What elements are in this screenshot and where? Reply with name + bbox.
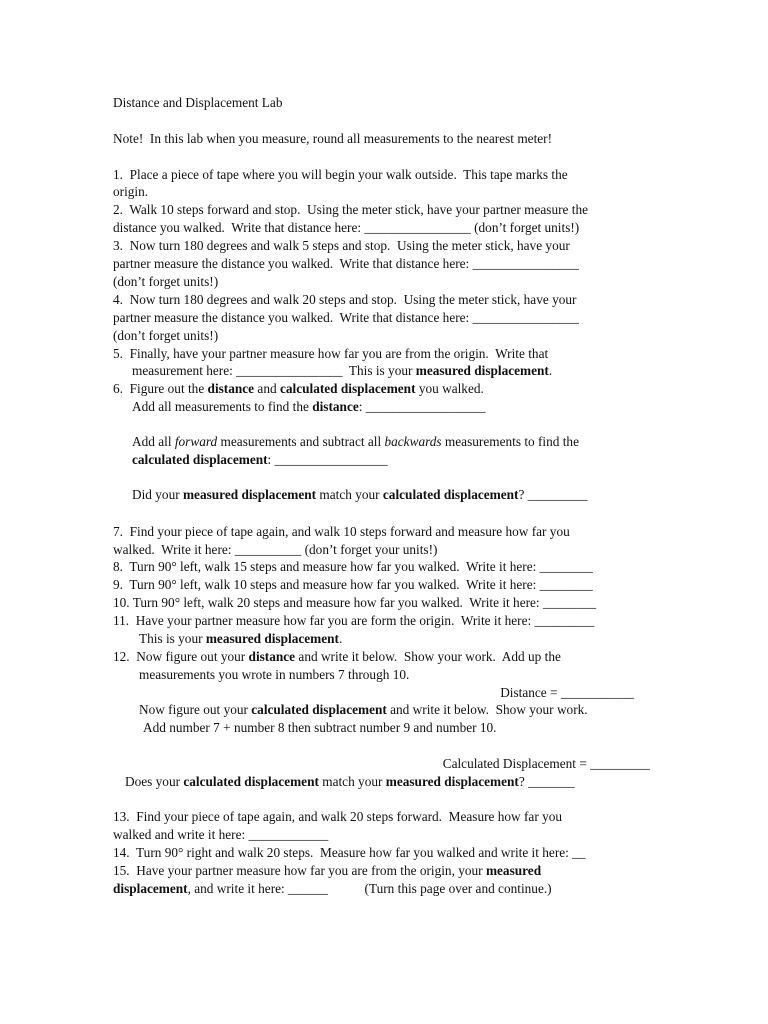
step-5-line-1: 5. Finally, have your partner measure how far you are from the origin. Write that: [113, 346, 549, 361]
measured-displacement-term: measured displacement: [415, 363, 549, 378]
step-13-line-1: 13. Find your piece of tape again, and walk 20 steps forward. Measure how far you: [113, 809, 563, 824]
step-6-text: Did your: [132, 487, 183, 502]
calculated-displacement-term: calculated displacement: [132, 452, 268, 467]
step-10: 10. Turn 90° left, walk 20 steps and measure how far you walked. Write it here: ________: [113, 595, 597, 610]
distance-result-line: Distance = ___________: [500, 685, 634, 700]
step-6-text: you walked.: [415, 381, 484, 396]
measured-displacement-term: measured displacement: [182, 487, 317, 502]
step-11-line-2: [139, 630, 342, 648]
calculated-displacement-blank: : _________________: [267, 452, 388, 467]
period: .: [548, 363, 553, 378]
step-6-text: Add all measurements to find the: [132, 399, 313, 414]
step-6-line-1: [113, 380, 484, 398]
step-12-text: match your: [318, 774, 386, 789]
step-5-line-2: [132, 362, 552, 380]
measured-displacement-term: measured displacement: [205, 631, 339, 646]
calculated-displacement-term: calculated displacement: [382, 487, 519, 502]
distance-term: distance: [312, 399, 359, 414]
step-12-text: and write it below. Show your work. Add up the: [295, 649, 561, 664]
step-12-text: Now figure out your: [139, 702, 252, 717]
step-12-line-1: [113, 648, 561, 666]
step-12-text: and write it below. Show your work.: [386, 702, 588, 717]
step-4-line-3: (don’t forget units!): [113, 328, 219, 343]
step-12-text: Does your: [125, 774, 184, 789]
rounding-note: Note! In this lab when you measure, round all measurements to the nearest meter!: [113, 131, 553, 146]
step-15-line-1: [113, 862, 541, 880]
step-3-line-3: (don’t forget units!): [113, 274, 219, 289]
step-6-text: and: [254, 381, 280, 396]
step-3-line-1: 3. Now turn 180 degrees and walk 5 steps and stop. Using the meter stick, have your: [113, 238, 570, 253]
backwards-term: backwards: [384, 434, 442, 449]
distance-term: distance: [248, 649, 296, 664]
measured-displacement-term: measured displacement: [385, 774, 519, 789]
step-11-line-1: 11. Have your partner measure how far you are form the origin. Write it here: _________: [113, 613, 595, 628]
step-15-line-2: [113, 880, 552, 898]
measured-term: measured: [485, 863, 542, 878]
step-6-text: 6. Figure out the: [113, 381, 208, 396]
step-15-text: 15. Have your partner measure how far you are from the origin, your: [113, 863, 486, 878]
step-6-calculated-line: [132, 451, 388, 469]
step-4-line-2: partner measure the distance you walked. Write that distance here: ________________: [113, 310, 579, 325]
distance-blank: : __________________: [358, 399, 486, 414]
step-2-line-2: distance you walked. Write that distance here: ________________ (don’t forget units!): [113, 220, 580, 235]
forward-term: forward: [174, 434, 218, 449]
step-6-text: Add all: [132, 434, 175, 449]
step-2-line-1: 2. Walk 10 steps forward and stop. Using the meter stick, have your partner measure the: [113, 202, 589, 217]
step-6-forward-backward-line: [132, 433, 579, 451]
step-6-text: match your: [316, 487, 383, 502]
step-8: 8. Turn 90° left, walk 15 steps and measure how far you walked. Write it here: ________: [113, 559, 593, 574]
calculated-displacement-term: calculated displacement: [183, 774, 319, 789]
match-answer-blank: ? _________: [518, 487, 588, 502]
step-12-line-2: measurements you wrote in numbers 7 through 10.: [139, 667, 410, 682]
step-14: 14. Turn 90° right and walk 20 steps. Measure how far you walked and write it here: __: [113, 845, 586, 860]
match-answer-blank: ? _______: [518, 774, 575, 789]
calculated-displacement-term: calculated displacement: [251, 702, 387, 717]
step-6-text: measurements to find the: [441, 434, 579, 449]
step-3-line-2: partner measure the distance you walked. Write that distance here: ________________: [113, 256, 579, 271]
calculated-displacement-term: calculated displacement: [279, 381, 416, 396]
step-4-line-1: 4. Now turn 180 degrees and walk 20 steps and stop. Using the meter stick, have your: [113, 292, 577, 307]
step-6-match-question: [132, 486, 588, 504]
step-12-text: 12. Now figure out your: [113, 649, 249, 664]
step-9: 9. Turn 90° left, walk 10 steps and measure how far you walked. Write it here: ________: [113, 577, 593, 592]
calculated-displacement-result-line: Calculated Displacement = _________: [442, 756, 650, 771]
step-13-line-2: walked and write it here: ____________: [113, 827, 329, 842]
step-12-calculated-line: [139, 701, 588, 719]
step-6-text: measurements and subtract all: [217, 434, 385, 449]
step-11-text: This is your: [139, 631, 206, 646]
step-12-formula-line: Add number 7 + number 8 then subtract number 9 and number 10.: [143, 720, 497, 735]
step-7-line-2: walked. Write it here: __________ (don’t forget your units!): [113, 542, 438, 557]
distance-term: distance: [207, 381, 255, 396]
step-5-text: measurement here: ________________ This is your: [132, 363, 416, 378]
step-12-match-question: [125, 773, 575, 791]
step-7-line-1: 7. Find your piece of tape again, and walk 10 steps forward and measure how far you: [113, 524, 570, 539]
document-title: Distance and Displacement Lab: [113, 95, 283, 110]
step-1-line-2: origin.: [113, 184, 149, 199]
step-1-line-1: 1. Place a piece of tape where you will begin your walk outside. This tape marks the: [113, 167, 568, 182]
displacement-term: displacement: [113, 881, 188, 896]
period: .: [338, 631, 343, 646]
step-15-text: , and write it here: ______ (Turn this page over and continue.): [187, 881, 552, 896]
step-6-distance-line: [132, 398, 485, 416]
